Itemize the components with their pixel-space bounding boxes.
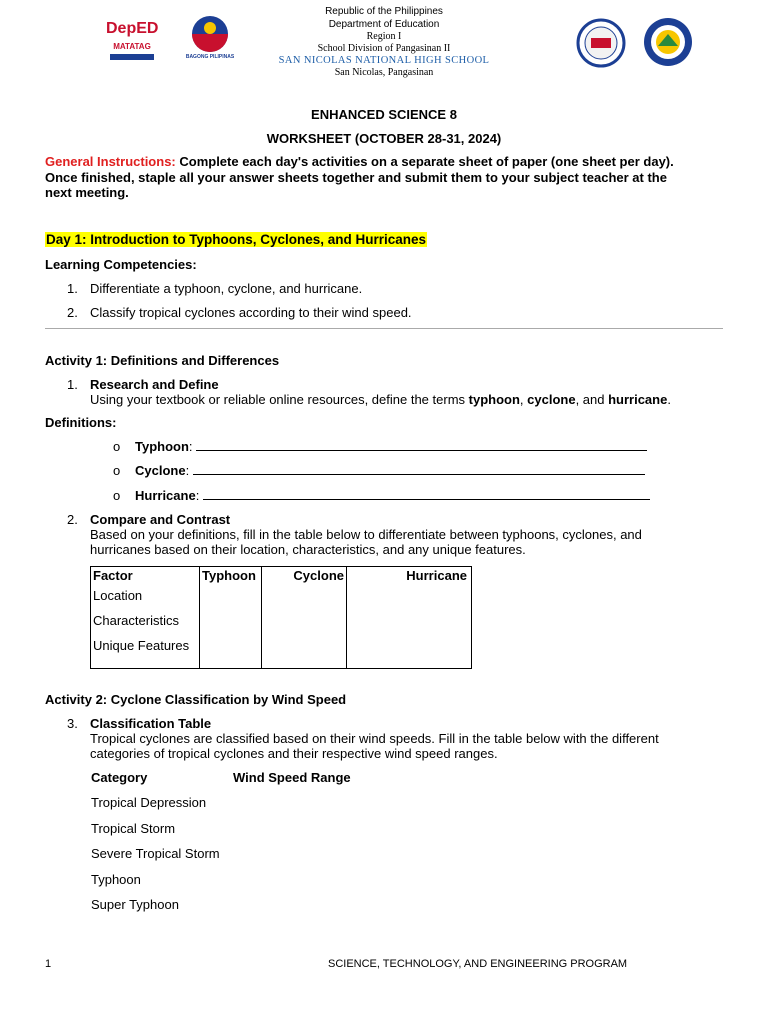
header-region: Region I xyxy=(366,31,402,42)
category-header: Category xyxy=(91,770,148,785)
category-tropical-depression: Tropical Depression xyxy=(91,795,207,810)
item1-sep1: , xyxy=(519,392,528,407)
category-severe-tropical-storm: Severe Tropical Storm xyxy=(91,846,220,861)
table-col-hurricane[interactable] xyxy=(347,567,472,669)
item2-text-1: Based on your definitions, fill in the table below to differentiate between typhoons, cyclones, and xyxy=(90,527,642,542)
instructions-label: General Instructions: xyxy=(45,154,176,169)
footer-program: SCIENCE, TECHNOLOGY, AND ENGINEERING PROGRAM xyxy=(328,958,628,970)
divider xyxy=(45,328,723,329)
category-super-typhoon: Super Typhoon xyxy=(91,897,179,912)
bullet-2: o xyxy=(113,463,121,478)
definition-hurricane-blank[interactable] xyxy=(203,488,650,500)
item1-title: Research and Define xyxy=(90,377,219,392)
activity1-title: Activity 1: Definitions and Differences xyxy=(45,353,280,368)
header-hurricane: Hurricane xyxy=(406,568,467,583)
item2-num: 2. xyxy=(67,512,78,527)
deped-logo-text: DepED xyxy=(106,20,159,37)
instructions-text-3: next meeting. xyxy=(45,185,129,200)
bullet-1: o xyxy=(113,439,121,454)
definition-cyclone-colon: : xyxy=(185,463,190,478)
item2-text-2: hurricanes based on their location, characteristics, and any unique features. xyxy=(90,542,526,557)
day1-heading-wrap xyxy=(45,232,427,248)
item1-text xyxy=(90,392,740,408)
definition-hurricane xyxy=(135,488,650,504)
item2-title: Compare and Contrast xyxy=(90,512,231,527)
day1-heading: Day 1: Introduction to Typhoons, Cyclones, and Hurricanes xyxy=(46,232,427,247)
doc-title: ENHANCED SCIENCE 8 xyxy=(311,107,457,122)
item3-text-2: categories of tropical cyclones and their respective wind speed ranges. xyxy=(90,746,498,761)
page-number: 1 xyxy=(45,958,52,970)
table-col-factor xyxy=(91,567,200,669)
header-cyclone: Cyclone xyxy=(293,568,344,583)
item3-num: 3. xyxy=(67,716,78,731)
wind-speed-header: Wind Speed Range xyxy=(233,770,351,785)
definition-typhoon xyxy=(135,439,647,455)
row-location: Location xyxy=(93,588,143,603)
definition-cyclone-term: Cyclone xyxy=(135,463,186,478)
definition-cyclone xyxy=(135,463,645,479)
header-school: SAN NICOLAS NATIONAL HIGH SCHOOL xyxy=(278,55,490,66)
item3-title: Classification Table xyxy=(90,716,212,731)
header-division: School Division of Pangasinan II xyxy=(317,43,451,54)
comparison-table xyxy=(90,566,472,669)
matatag-logo-text: MATATAG xyxy=(113,42,151,51)
bullet-3: o xyxy=(113,488,121,503)
bagong-logo-text: BAGONG PILIPINAS xyxy=(185,54,235,60)
competency-1-num: 1. xyxy=(67,281,78,296)
definition-typhoon-term: Typhoon xyxy=(135,439,189,454)
activity2-title: Activity 2: Cyclone Classification by Wind Speed xyxy=(45,692,347,707)
item1-end: . xyxy=(667,392,671,407)
item1-text-a: Using your textbook or reliable online resources, define the terms xyxy=(90,392,469,407)
category-typhoon: Typhoon xyxy=(91,872,141,887)
term-cyclone: cyclone xyxy=(527,392,576,407)
definition-hurricane-colon: : xyxy=(195,488,200,503)
item3-text-1: Tropical cyclones are classified based on their wind speeds. Fill in the table below with the different xyxy=(90,731,659,746)
item1-num: 1. xyxy=(67,377,78,392)
header-deped: Department of Education xyxy=(328,19,440,30)
instructions-text-2: Once finished, staple all your answer sheets together and submit them to your subject teacher at the xyxy=(45,169,667,185)
competency-2-text: Classify tropical cyclones according to their wind speed. xyxy=(90,305,412,320)
table-col-typhoon[interactable] xyxy=(200,567,262,669)
instructions xyxy=(45,154,735,201)
row-unique-features: Unique Features xyxy=(93,638,190,653)
definition-typhoon-blank[interactable] xyxy=(196,439,647,451)
item1-sep2: , and xyxy=(575,392,609,407)
category-tropical-storm: Tropical Storm xyxy=(91,821,176,836)
instructions-text-1: Complete each day's activities on a separate sheet of paper (one sheet per day). xyxy=(175,154,674,169)
table-col-cyclone[interactable] xyxy=(262,567,347,669)
competency-1-text: Differentiate a typhoon, cyclone, and hurricane. xyxy=(90,281,363,296)
row-characteristics: Characteristics xyxy=(93,613,179,628)
definition-typhoon-colon: : xyxy=(188,439,193,454)
term-hurricane: hurricane xyxy=(608,392,668,407)
competency-2-num: 2. xyxy=(67,305,78,320)
term-typhoon: typhoon xyxy=(468,392,520,407)
definition-hurricane-term: Hurricane xyxy=(135,488,196,503)
competencies-label: Learning Competencies: xyxy=(45,257,197,272)
header-republic: Republic of the Philippines xyxy=(325,6,443,17)
header-typhoon: Typhoon xyxy=(202,568,256,583)
header-factor: Factor xyxy=(93,568,133,583)
doc-subtitle: WORKSHEET (OCTOBER 28-31, 2024) xyxy=(266,131,502,146)
definitions-label: Definitions: xyxy=(45,415,117,430)
header-location: San Nicolas, Pangasinan xyxy=(334,67,434,78)
definition-cyclone-blank[interactable] xyxy=(193,463,645,475)
